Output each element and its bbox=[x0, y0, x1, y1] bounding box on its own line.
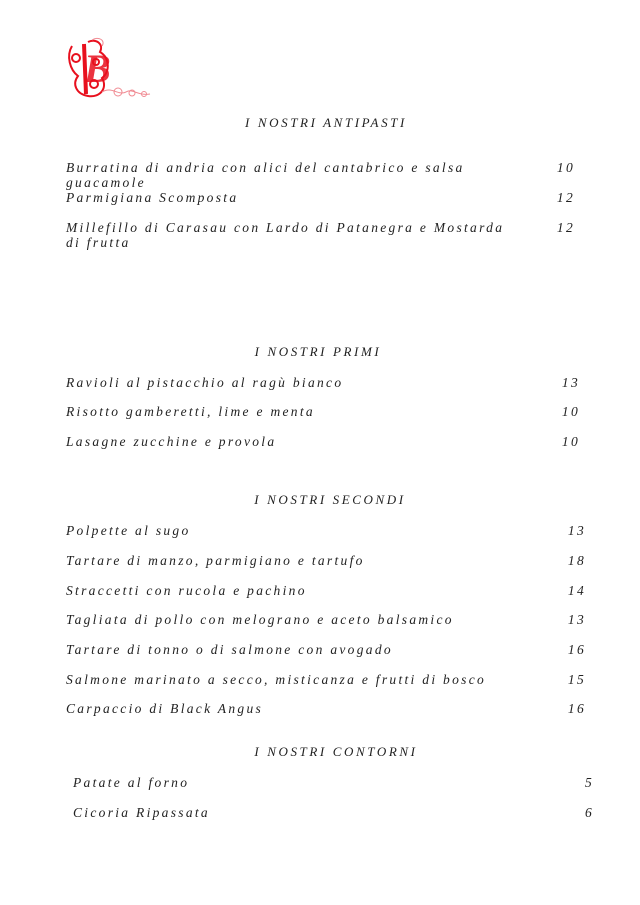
section-title: I NOSTRI ANTIPASTI bbox=[245, 115, 407, 130]
menu-item-name: Tartare di manzo, parmigiano e tartufo bbox=[66, 553, 365, 568]
menu-item-name: Patate al forno bbox=[73, 775, 190, 790]
menu-item-price: 5 bbox=[584, 775, 594, 790]
menu-item-name: Burratina di andria con alici del cantabrico e salsa guacamole bbox=[66, 160, 465, 190]
menu-item-price: 13 bbox=[561, 375, 580, 390]
menu-item-name: Risotto gamberetti, lime e menta bbox=[66, 404, 315, 419]
menu-item-price: 15 bbox=[567, 672, 586, 687]
menu-item-name: Polpette al sugo bbox=[66, 523, 191, 538]
menu-item-name: Parmigiana Scomposta bbox=[66, 190, 239, 205]
section-title: I NOSTRI CONTORNI bbox=[254, 744, 418, 759]
menu-item-name: Cicoria Ripassata bbox=[73, 805, 210, 820]
menu-item-price: 10 bbox=[561, 434, 580, 449]
menu-item-price: 12 bbox=[556, 190, 575, 205]
menu-item-price: 16 bbox=[567, 701, 586, 716]
menu-item-price: 13 bbox=[567, 612, 586, 627]
menu-item-name: Salmone marinato a secco, misticanza e frutti di bosco bbox=[66, 672, 487, 687]
svg-text:B: B bbox=[84, 46, 111, 91]
menu-item-price: 18 bbox=[567, 553, 586, 568]
menu-item-price: 14 bbox=[567, 583, 586, 598]
menu-item-price: 12 bbox=[556, 220, 575, 235]
menu-item-name: Tagliata di pollo con melograno e aceto balsamico bbox=[66, 612, 454, 627]
menu-item-price: 10 bbox=[556, 160, 575, 175]
menu-item-price: 6 bbox=[584, 805, 594, 820]
menu-item-name: Straccetti con rucola e pachino bbox=[66, 583, 307, 598]
restaurant-logo bbox=[62, 36, 154, 102]
menu-item-price: 10 bbox=[561, 404, 580, 419]
menu-item-name: Millefillo di Carasau con Lardo di Patanegra e Mostarda di frutta bbox=[66, 220, 505, 250]
menu-item-name: Lasagne zucchine e provola bbox=[66, 434, 277, 449]
menu-item-price: 16 bbox=[567, 642, 586, 657]
section-title: I NOSTRI SECONDI bbox=[254, 492, 406, 507]
menu-item-name: Carpaccio di Black Angus bbox=[66, 701, 264, 716]
menu-item-name: Ravioli al pistacchio al ragù bianco bbox=[66, 375, 344, 390]
menu-item-price: 13 bbox=[567, 523, 586, 538]
section-title: I NOSTRI PRIMI bbox=[254, 344, 382, 359]
menu-item-name: Tartare di tonno o di salmone con avogado bbox=[66, 642, 393, 657]
